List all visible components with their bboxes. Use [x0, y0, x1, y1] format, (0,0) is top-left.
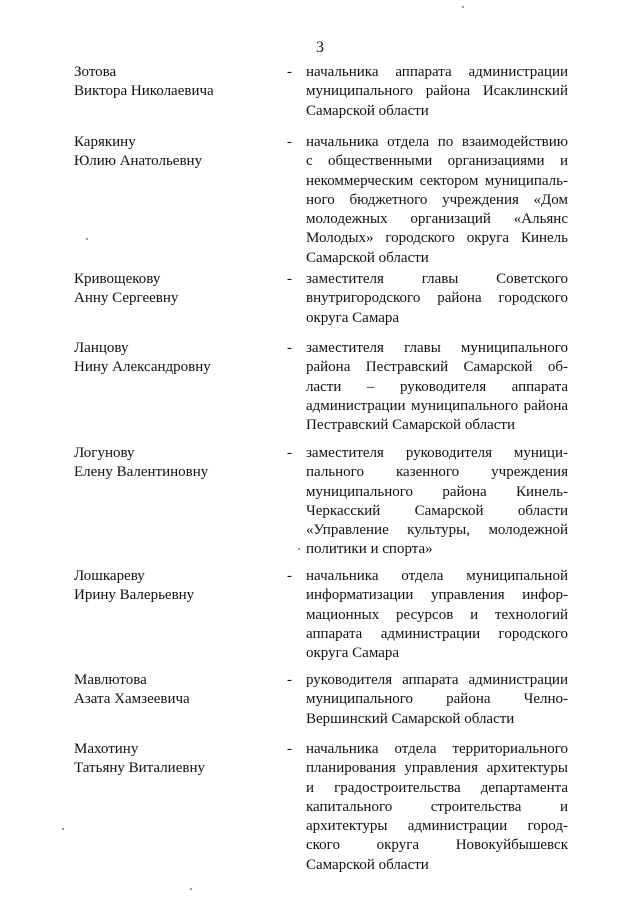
name-line: Кривощекову: [74, 271, 161, 287]
person-name: [74, 133, 264, 171]
position-description: [306, 444, 568, 560]
page-number: 3: [316, 39, 324, 56]
desc-line: заместителя руководителя муници-: [306, 445, 568, 461]
desc-line: Самарской области: [306, 249, 429, 266]
desc-line: Пестравский Самарской области: [306, 417, 515, 434]
name-line: Ирину Валерьевну: [74, 587, 195, 603]
position-description: [306, 740, 568, 875]
name-line: Азата Хамзеевича: [74, 691, 190, 707]
separator-dash: -: [287, 271, 292, 287]
desc-line: с общественными организациями и: [306, 153, 568, 170]
name-line: Лошкареву: [74, 568, 145, 584]
name-line: Зотова: [74, 64, 117, 80]
desc-line: начальника отдела территориального: [306, 741, 568, 757]
name-line: Ланцову: [74, 340, 129, 356]
desc-line: Самарской области: [306, 102, 429, 119]
separator-dash: -: [287, 568, 292, 584]
desc-line: политики и спорта»: [306, 541, 433, 558]
position-description: [306, 567, 568, 663]
person-name: [74, 444, 264, 482]
desc-line: администрации муниципального района: [306, 397, 568, 414]
scan-speck: [190, 888, 192, 890]
desc-line: «Управление культуры, молодежной: [306, 522, 568, 539]
person-name: [74, 567, 264, 605]
desc-line: некоммерческим сектором муниципаль-: [306, 172, 568, 189]
desc-line: Самарской области: [306, 856, 429, 873]
name-line: Татьяну Виталиевну: [74, 760, 205, 776]
person-name: [74, 270, 264, 308]
desc-line: муниципального района Исаклинский: [306, 83, 568, 100]
separator-dash: -: [287, 672, 292, 688]
desc-line: архитектуры администрации город-: [306, 818, 568, 835]
desc-line: мационных ресурсов и технологий: [306, 606, 568, 623]
desc-line: руководителя аппарата администрации: [306, 672, 568, 688]
desc-line: района Пестравский Самарской об-: [306, 359, 568, 376]
desc-line: начальника аппарата администрации: [306, 64, 568, 80]
desc-line: ского округа Новокуйбышевск: [306, 837, 568, 854]
position-description: [306, 63, 568, 121]
desc-line: ного бюджетного учреждения «Дом: [306, 191, 568, 208]
person-name: [74, 740, 264, 778]
desc-line: начальника отдела муниципальной: [306, 568, 568, 584]
desc-line: внутригородского района городского: [306, 290, 568, 307]
position-description: [306, 270, 568, 328]
desc-line: ласти – руководителя аппарата: [306, 378, 568, 395]
position-description: [306, 339, 568, 435]
desc-line: округа Самара: [306, 645, 400, 662]
desc-line: округа Самара: [306, 309, 400, 326]
name-line: Логунову: [74, 445, 135, 461]
name-line: Мавлютова: [74, 672, 147, 688]
desc-line: аппарата администрации городского: [306, 625, 568, 642]
desc-line: Вершинский Самарской области: [306, 710, 515, 727]
person-name: [74, 63, 264, 101]
name-line: Карякину: [74, 134, 136, 150]
desc-line: Молодых» городского округа Кинель: [306, 230, 568, 247]
desc-line: молодежных организаций «Альянс: [306, 211, 568, 228]
name-line: Махотину: [74, 741, 139, 757]
position-description: [306, 671, 568, 729]
separator-dash: -: [287, 64, 292, 80]
person-name: [74, 339, 264, 377]
desc-line: заместителя главы Советского: [306, 271, 568, 287]
desc-line: и градостроительства департамента: [306, 779, 568, 796]
desc-line: капитального строительства и: [306, 798, 568, 815]
scan-speck: [462, 6, 464, 8]
scan-speck: [86, 238, 88, 240]
desc-line: планирования управления архитектуры: [306, 760, 568, 777]
name-line: Юлию Анатольевну: [74, 153, 203, 169]
desc-line: информатизации управления инфор-: [306, 587, 568, 604]
desc-line: начальника отдела по взаимодействию: [306, 134, 568, 150]
scan-speck: [298, 548, 300, 550]
name-line: Виктора Николаевича: [74, 83, 214, 99]
desc-line: пального казенного учреждения: [306, 464, 568, 481]
desc-line: муниципального района Кинель-: [306, 483, 568, 500]
desc-line: заместителя главы муниципального: [306, 340, 568, 356]
separator-dash: -: [287, 445, 292, 461]
position-description: [306, 133, 568, 268]
name-line: Анну Сергеевну: [74, 290, 179, 306]
desc-line: муниципального района Челно-: [306, 691, 568, 708]
separator-dash: -: [287, 134, 292, 150]
scan-speck: [62, 828, 64, 830]
name-line: Елену Валентиновну: [74, 464, 209, 480]
person-name: [74, 671, 264, 709]
separator-dash: -: [287, 340, 292, 356]
name-line: Нину Александровну: [74, 359, 211, 375]
desc-line: Черкасский Самарской области: [306, 502, 568, 519]
separator-dash: -: [287, 741, 292, 757]
